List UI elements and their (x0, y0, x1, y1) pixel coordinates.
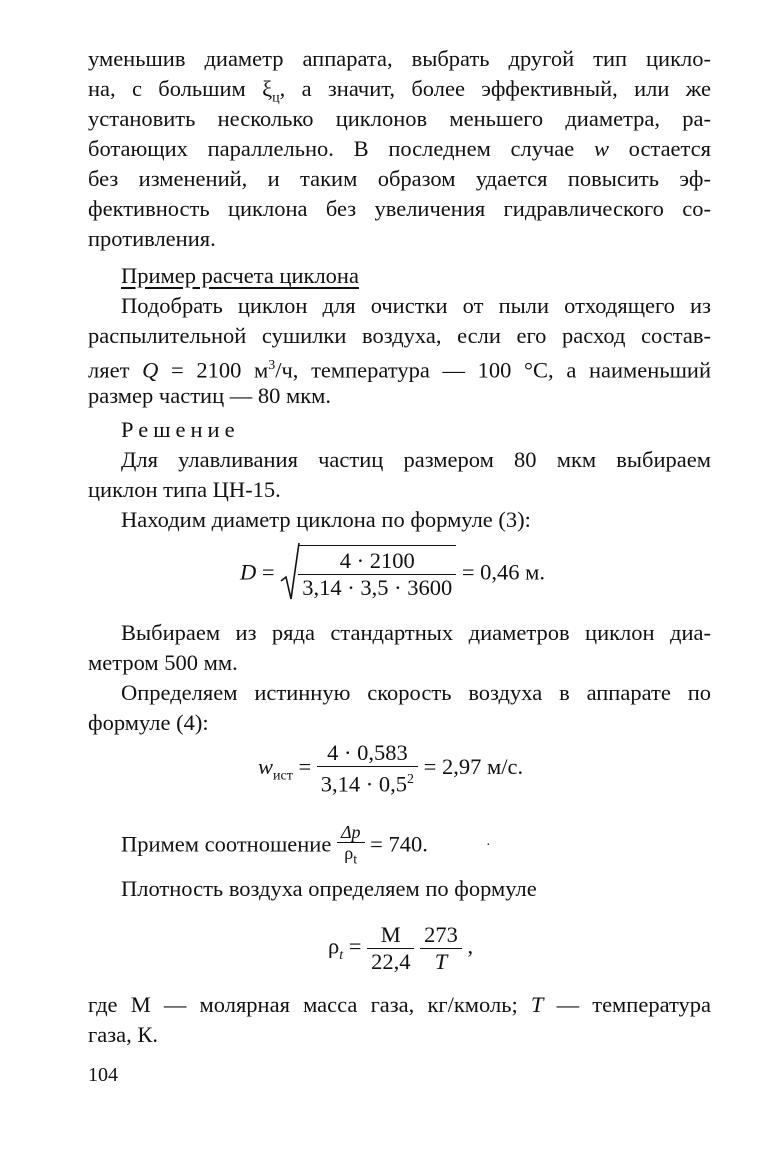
formula-result: = 0,46 м. (461, 559, 546, 585)
paragraph-line: противления. (88, 226, 216, 251)
paragraph-line: уменьшив диаметр аппарата, выбрать другой тип цикло- (88, 46, 711, 71)
paragraph-line: установить несколько циклонов меньшего диаметра, ра- (88, 106, 711, 131)
paragraph-line: размер частиц — 80 мкм. (88, 383, 332, 408)
square-root (280, 545, 456, 601)
paragraph-line: на, с большим $\xi_ц$, а значит, более эффективный, или же (88, 76, 711, 106)
page-number: 104 (88, 1064, 118, 1086)
paragraph-line: Определяем истинную скорость воздуха в аппарате по (121, 680, 711, 705)
paragraph-line: Для улавливания частиц размером 80 мкм выбираем (121, 447, 711, 472)
stray-mark: · (486, 838, 491, 853)
paragraph-line: где М — молярная масса газа, кг/кмоль; T — температура (88, 992, 711, 1017)
fraction: $\frac{\Delta p}{\rho_t}$ (337, 822, 365, 871)
solution-heading: Решение (121, 417, 240, 442)
formula-lhs: D (240, 559, 257, 585)
paragraph-line: метром 500 мм. (88, 650, 238, 675)
formula-velocity: $w_{ист}$ = $\frac{4 \cdot 0,583}{3,14 \cdot 0,5^2}$ = 2,97 м/с. (258, 740, 524, 797)
formula-density: $\rho_t$ = $\frac{M}{22,4}$ $\frac{273}{T}$ , (328, 922, 474, 974)
xi-subscript: ц (272, 90, 280, 106)
paragraph-line: без изменений, и таким образом удается повысить эф- (88, 166, 711, 191)
paragraph-line: Подобрать циклон для очистки от пыли отходящего из (121, 293, 711, 318)
paragraph-line: фективность циклона без увеличения гидравлического со- (88, 196, 711, 221)
paragraph-line: Выбираем из ряда стандартных диаметров циклон диа- (121, 620, 711, 645)
formula-result: = 2,97 м/с. (423, 753, 524, 779)
example-heading: Пример расчета циклона (121, 263, 359, 288)
fraction: $\frac{4 \cdot 2100}{3,14 \cdot 3,5 \cdot 3600}$ (298, 548, 456, 601)
ratio-line: Примем соотношение $\frac{\Delta p}{\rho_t}$ = 740. (121, 822, 428, 871)
formula-diameter: D = $\frac{4 \cdot 2100}{3,14 \cdot 3,5 \cdot 3600}$ = 0,46 м. (240, 545, 545, 601)
paragraph-line: формуле (4): (88, 710, 209, 735)
paragraph-line: Плотность воздуха определяем по формуле (121, 876, 537, 901)
paragraph-line: газа, К. (88, 1022, 158, 1047)
fraction: $\frac{273}{T}$ (420, 922, 462, 975)
fraction: $\frac{M}{22,4}$ (367, 922, 414, 975)
paragraph-line: Находим диаметр циклона по формуле (3): (121, 507, 531, 532)
fraction: $\frac{4 \cdot 0,583}{3,14 \cdot 0,5^2}$ (317, 740, 418, 798)
paragraph-line: ляет Q = 2100 $м^3/ч$, температура — 100 °С, а наименьший (88, 357, 711, 383)
radical-sign-icon (280, 541, 300, 603)
paragraph-line: ботающих параллельно. В последнем случае w остается (88, 136, 711, 161)
paragraph-line: циклон типа ЦН-15. (88, 477, 281, 502)
paragraph-line: распылительной сушилки воздуха, если его расход состав- (88, 323, 711, 348)
